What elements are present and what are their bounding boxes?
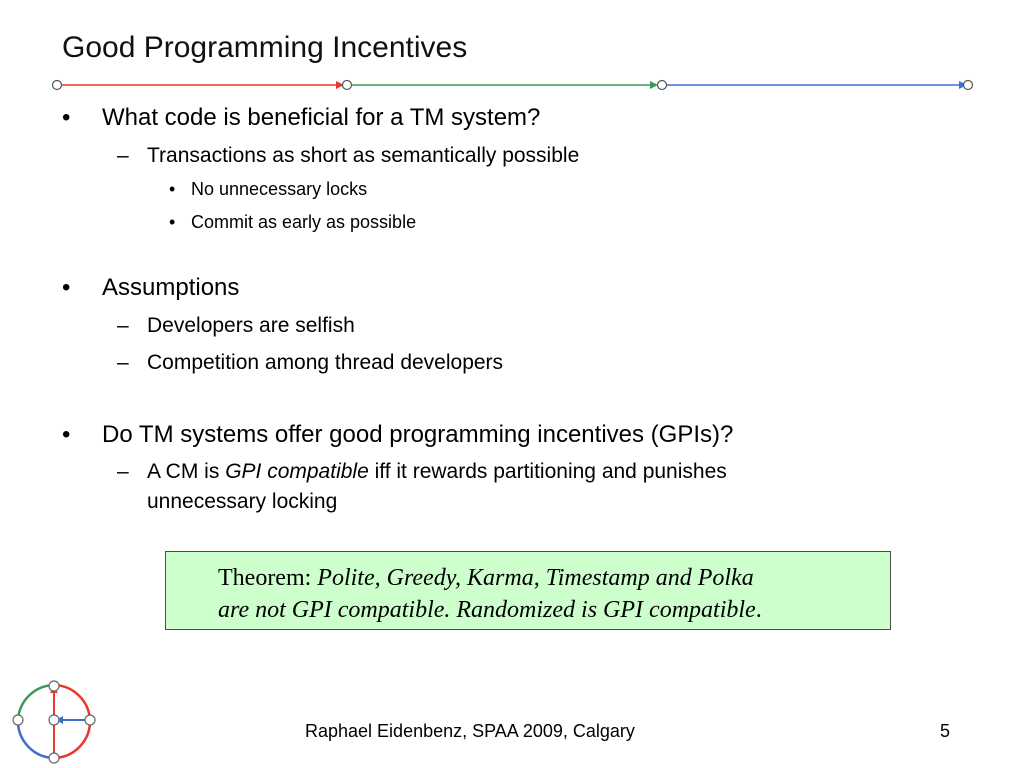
footer-text: Raphael Eidenbenz, SPAA 2009, Calgary [305,721,635,741]
bullet-marker: • [62,274,71,301]
sub-sub-bullet-text: Commit as early as possible [191,212,417,232]
theorem-text-2: are not GPI compatible. Randomized is GPI compatible [218,597,756,623]
sub-bullet-emphasis: GPI compatible [225,460,369,483]
dash-marker: – [117,314,129,337]
dash-marker: – [117,460,129,483]
sub-sub-bullet-text: No unnecessary locks [191,179,368,199]
theorem-line-2 [218,594,890,626]
theorem-label: Theorem: [218,565,318,591]
sub-bullet-text: Competition among thread developers [147,351,504,374]
sub-bullet-continuation: unnecessary locking [147,490,338,513]
sub-bullet-prefix: A CM is [147,460,226,483]
theorem-box [165,551,891,630]
page-number: 5 [940,721,951,741]
slide-title: Good Programming Incentives [62,31,468,64]
bullet-marker: • [169,179,176,199]
sub-bullet-text [147,460,727,484]
sub-bullet-text: Developers are selfish [147,314,355,337]
bullet-marker: • [169,212,176,232]
dash-marker: – [117,144,129,167]
dash-marker: – [117,351,129,374]
theorem-line-1 [218,562,890,594]
bullet-marker: • [62,104,71,131]
sub-bullet-suffix: iff it rewards partitioning and punishes [368,460,727,483]
logo-icon [10,678,100,766]
bullet-text: Assumptions [102,274,240,301]
header-timeline-line [0,70,1024,100]
sub-bullet-text: Transactions as short as semantically possible [147,144,580,167]
bullet-text: What code is beneficial for a TM system? [102,104,541,131]
bullet-marker: • [62,421,71,448]
bullet-text: Do TM systems offer good programming incentives (GPIs)? [102,421,734,448]
theorem-text-1: Polite, Greedy, Karma, Timestamp and Polka [317,565,754,591]
theorem-period: . [755,597,762,623]
